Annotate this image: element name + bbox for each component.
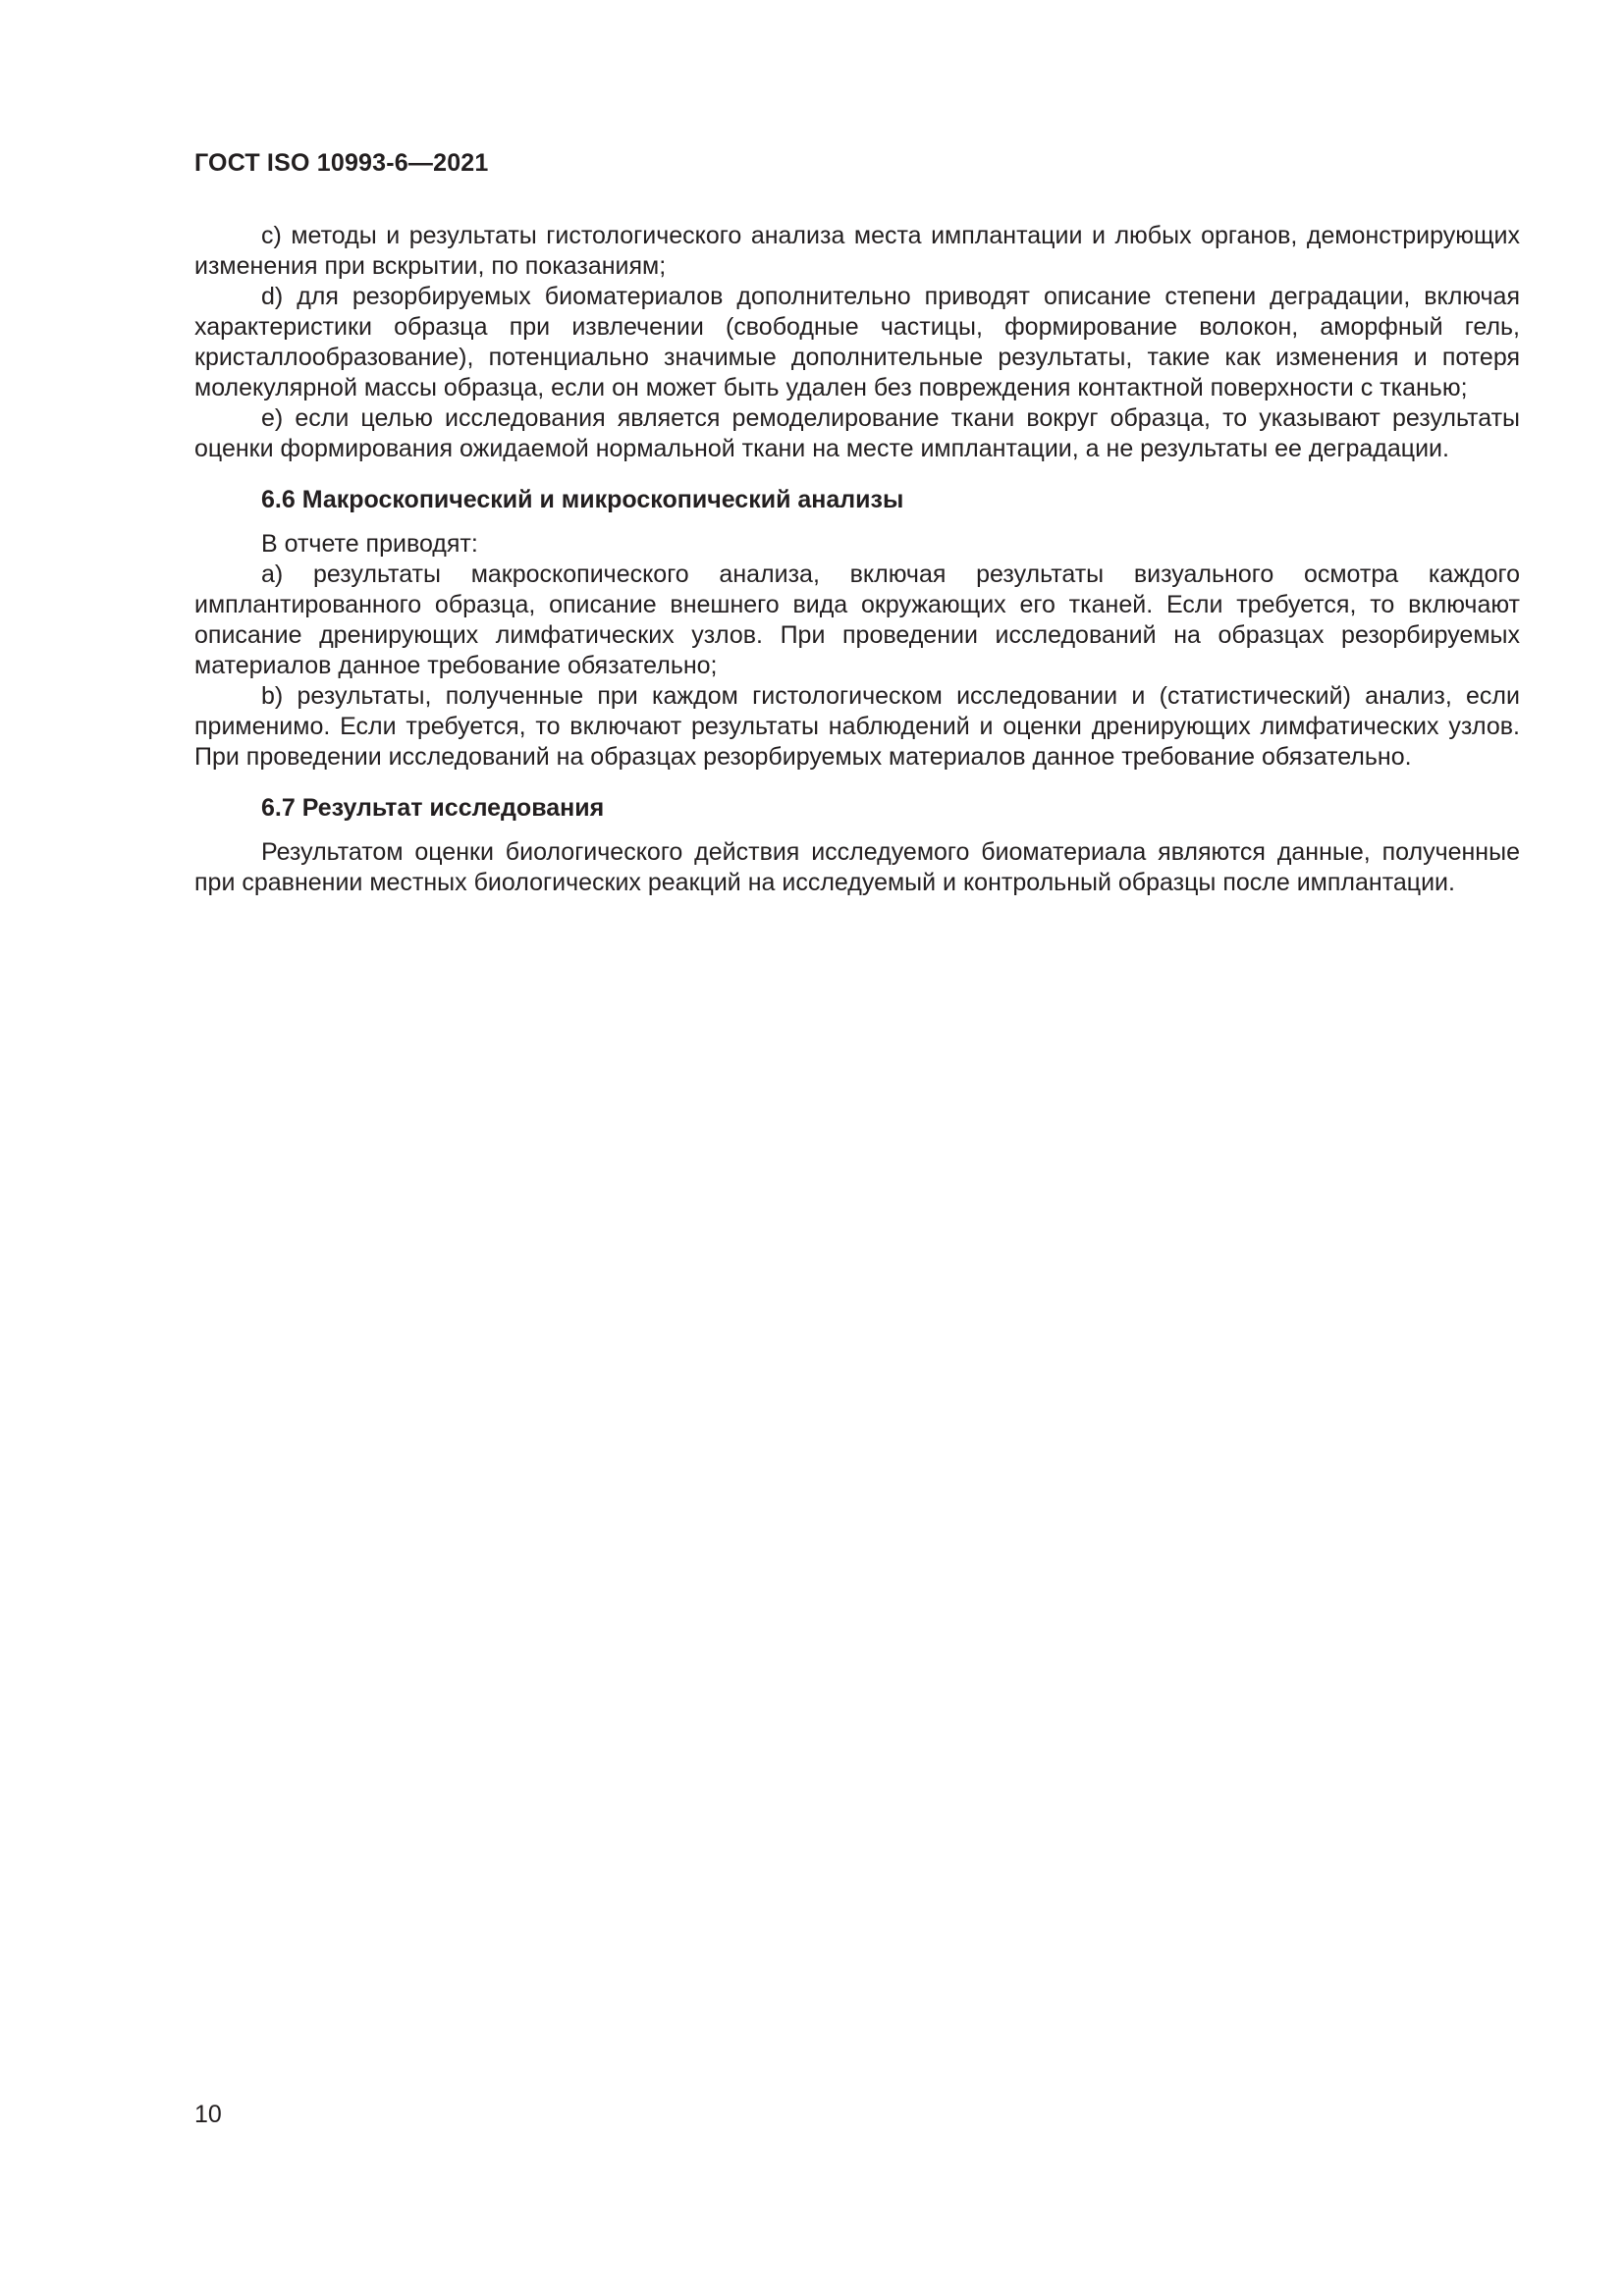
paragraph-item-e: e) если целью исследования является ремоделирование ткани вокруг образца, то указывают результаты оценки формирования ожидаемой нормальной ткани на месте имплантации, а не результаты ее деградации. <box>194 404 1520 462</box>
paragraph-item-c: c) методы и результаты гистологического анализа места имплантации и любых органов, демонстрирующих изменения при вскрытии, по показаниям; <box>194 222 1520 280</box>
paragraph-intro-6-6: В отчете приводят: <box>261 530 478 558</box>
section-heading-6-6: 6.6 Макроскопический и микроскопический анализы <box>261 486 904 513</box>
document-header: ГОСТ ISO 10993-6—2021 <box>194 149 489 177</box>
paragraph-item-a: a) результаты макроскопического анализа, включая результаты визуального осмотра каждого имплантированного образца, описание внешнего вида окружающих его тканей. Если требуется, то включают описание дренирующих лимфатических узлов. При проведении исследований на образцах резорбируемых материалов данное требование обязательно; <box>194 561 1520 679</box>
paragraph-item-d: d) для резорбируемых биоматериалов дополнительно приводят описание степени деградации, включая характеристики образца при извлечении (свободные частицы, формирование волокон, аморфный гель, кристаллообразование), потенциально значимые дополнительные результаты, такие как изменения и потеря молекулярной массы образца, если он может быть удален без повреждения контактной поверхности с тканью; <box>194 283 1520 401</box>
document-body <box>194 221 1520 898</box>
paragraph-result-6-7: Результатом оценки биологического действия исследуемого биоматериала являются данные, полученные при сравнении местных биологических реакций на исследуемый и контрольный образцы после имплантации. <box>194 838 1520 896</box>
section-heading-6-7: 6.7 Результат исследования <box>261 794 605 822</box>
page-number: 10 <box>194 2101 222 2128</box>
paragraph-item-b: b) результаты, полученные при каждом гистологическом исследовании и (статистический) анализ, если применимо. Если требуется, то включают результаты наблюдений и оценки дренирующих лимфатических узлов. При проведении исследований на образцах резорбируемых материалов данное требование обязательно. <box>194 682 1520 771</box>
